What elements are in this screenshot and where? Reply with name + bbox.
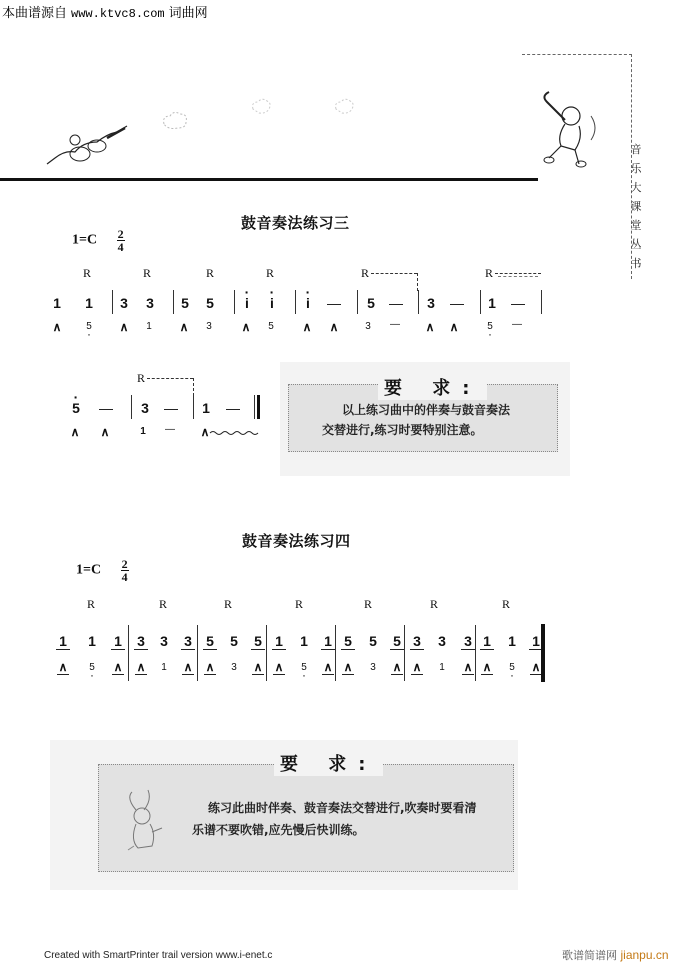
series-char: 课 xyxy=(630,200,642,213)
melody-note: 3 xyxy=(146,295,154,311)
drum-accent: ∧ xyxy=(200,425,210,439)
r-mark: R xyxy=(361,266,370,280)
note-value: 5 xyxy=(509,662,515,673)
key: 1=C xyxy=(76,562,102,578)
barline xyxy=(475,625,476,681)
exercise3-title: 鼓音奏法练习三 xyxy=(241,214,350,232)
barline xyxy=(234,290,235,314)
note-value: i xyxy=(245,295,249,311)
melody-note: 3 xyxy=(141,400,149,416)
accomp-note-low xyxy=(86,662,98,673)
drum-accent: ∧ xyxy=(425,320,435,334)
time-denominator: 4 xyxy=(117,240,124,254)
accomp-note-low xyxy=(83,321,95,332)
drum-accent: ∧ xyxy=(253,660,263,674)
note-value: 5 xyxy=(301,662,307,673)
note-value: 5 xyxy=(487,321,493,332)
melody-note: 1 xyxy=(53,295,61,311)
series-char: 乐 xyxy=(630,162,642,175)
note-value: 5 xyxy=(89,662,95,673)
barline xyxy=(295,290,296,314)
dash-extension: — xyxy=(390,319,400,330)
barline xyxy=(131,395,132,419)
r-mark: R xyxy=(485,266,494,280)
melody-note-high xyxy=(240,295,254,311)
melody-note-eighth: 1 xyxy=(529,633,543,650)
r-extension-end xyxy=(193,378,194,396)
melody-note: 5 xyxy=(367,295,375,311)
time-signature xyxy=(121,558,129,583)
accomp-note-low xyxy=(298,662,310,673)
requirement-title: 要 求: xyxy=(274,750,383,776)
barline xyxy=(173,290,174,314)
drum-accent: ∧ xyxy=(274,660,284,674)
melody-note: 1 xyxy=(300,633,308,649)
requirement-line: 交替进行,练习时要特别注意。 xyxy=(322,423,483,437)
dash-extension: — xyxy=(389,295,403,311)
r-extension xyxy=(495,273,541,274)
r-extension xyxy=(147,378,193,379)
requirement-panel-1 xyxy=(280,362,570,476)
final-barline-thick xyxy=(257,395,260,419)
melody-note-eighth: 5 xyxy=(251,633,265,650)
melody-note: 5 xyxy=(206,295,214,311)
watermark-url[interactable]: www.ktvc8.com xyxy=(71,7,165,21)
melody-note-eighth: 1 xyxy=(272,633,286,650)
barline xyxy=(404,625,405,681)
footer-site-watermark xyxy=(562,947,669,963)
drum-accent: ∧ xyxy=(392,660,402,674)
melody-note-high xyxy=(301,295,315,311)
dash-extension: — xyxy=(450,295,464,311)
melody-note: 1 xyxy=(85,295,93,311)
series-char: 音 xyxy=(630,143,642,156)
drum-accent: ∧ xyxy=(463,660,473,674)
requirement-title: 要 求: xyxy=(378,374,487,400)
melody-note-eighth: 5 xyxy=(203,633,217,650)
drum-accent: ∧ xyxy=(58,660,68,674)
footer-site-cn: 歌谱简谱网 xyxy=(562,949,617,962)
cloud-icon-2 xyxy=(250,97,272,117)
r-mark: R xyxy=(137,371,146,385)
drum-accent: ∧ xyxy=(70,425,80,439)
requirement-line: 以上练习曲中的伴奏与鼓音奏法 xyxy=(342,403,511,417)
drum-accent: ∧ xyxy=(119,320,129,334)
note-value: i xyxy=(306,295,310,311)
dash-extension: — xyxy=(327,295,341,311)
accomp-note: 3 xyxy=(370,662,376,673)
melody-note-high xyxy=(265,295,279,311)
requirement-line: 乐谱不要吹错,应先慢后快训练。 xyxy=(192,823,365,837)
r-mark: R xyxy=(206,266,215,280)
accomp-note: 3 xyxy=(365,321,371,332)
frame-dashed-top xyxy=(522,54,632,55)
drum-accent: ∧ xyxy=(323,660,333,674)
exercise4-key-signature xyxy=(76,558,129,583)
baseball-batter-illustration xyxy=(535,88,605,168)
melody-note: 3 xyxy=(427,295,435,311)
key: 1=C xyxy=(72,232,98,248)
melody-note: 5 xyxy=(181,295,189,311)
melody-note: 5 xyxy=(230,633,238,649)
drum-accent: ∧ xyxy=(136,660,146,674)
accomp-note-low xyxy=(484,321,496,332)
accomp-note: 1 xyxy=(140,426,146,437)
cloud-icon-3 xyxy=(333,97,355,117)
footer-site-link[interactable]: jianpu.cn xyxy=(620,948,669,962)
barline xyxy=(193,395,194,419)
melody-note: 1 xyxy=(508,633,516,649)
note-value: i xyxy=(270,295,274,311)
barline xyxy=(197,625,198,681)
melody-note-eighth: 3 xyxy=(181,633,195,650)
exercise4-title: 鼓音奏法练习四 xyxy=(242,532,351,550)
header-rule xyxy=(0,178,538,181)
drum-accent: ∧ xyxy=(531,660,541,674)
r-mark: R xyxy=(143,266,152,280)
dash-extension: — xyxy=(511,295,525,311)
accomp-note: 1 xyxy=(439,662,445,673)
barline xyxy=(128,625,129,681)
requirement-line: 练习此曲时伴奏、鼓音奏法交替进行,吹奏时要看清 xyxy=(208,801,477,815)
dash-extension: — xyxy=(99,400,113,416)
r-mark: R xyxy=(224,597,233,611)
time-numerator: 2 xyxy=(117,227,124,241)
melody-note-eighth: 1 xyxy=(321,633,335,650)
melody-note-eighth: 1 xyxy=(111,633,125,650)
accomp-note-low xyxy=(506,662,518,673)
barline xyxy=(541,290,542,314)
r-mark: R xyxy=(159,597,168,611)
barline xyxy=(357,290,358,314)
book-series-title xyxy=(628,140,644,273)
drum-accent: ∧ xyxy=(449,320,459,334)
barline xyxy=(266,625,267,681)
melody-note: 3 xyxy=(438,633,446,649)
dash-extension: — xyxy=(226,400,240,416)
time-numerator: 2 xyxy=(121,557,128,571)
melody-note-eighth: 5 xyxy=(341,633,355,650)
r-mark: R xyxy=(364,597,373,611)
series-char: 大 xyxy=(630,181,642,194)
drum-accent: ∧ xyxy=(241,320,251,334)
final-barline-thin xyxy=(254,395,255,419)
final-barline xyxy=(541,624,545,682)
rabbit-illustration xyxy=(122,788,168,854)
source-watermark xyxy=(2,2,208,21)
melody-note-eighth: 3 xyxy=(134,633,148,650)
melody-note: 3 xyxy=(120,295,128,311)
time-denominator: 4 xyxy=(121,570,128,584)
frame-dashed-bottom xyxy=(498,276,538,277)
accomp-note: 1 xyxy=(161,662,167,673)
accomp-note: 5 xyxy=(268,321,274,332)
watermark-prefix: 本曲谱源自 xyxy=(2,6,68,21)
melody-note-eighth: 5 xyxy=(390,633,404,650)
melody-note: 3 xyxy=(160,633,168,649)
note-value: 5 xyxy=(86,321,92,332)
dash-extension: — xyxy=(512,319,522,330)
barline xyxy=(335,625,336,681)
barline xyxy=(418,290,419,314)
drum-accent: ∧ xyxy=(183,660,193,674)
drum-accent: ∧ xyxy=(113,660,123,674)
drum-accent: ∧ xyxy=(412,660,422,674)
note-value: 5 xyxy=(72,400,80,416)
dash-extension: — xyxy=(165,424,175,435)
r-mark: R xyxy=(266,266,275,280)
barline xyxy=(480,290,481,314)
melody-note-eighth: 3 xyxy=(410,633,424,650)
dash-extension: — xyxy=(164,400,178,416)
series-char: 堂 xyxy=(630,219,642,232)
r-mark: R xyxy=(295,597,304,611)
time-signature xyxy=(117,228,125,253)
r-mark: R xyxy=(87,597,96,611)
melody-note: 1 xyxy=(88,633,96,649)
series-char: 书 xyxy=(630,257,642,270)
drum-accent: ∧ xyxy=(343,660,353,674)
drum-accent: ∧ xyxy=(179,320,189,334)
melody-note: 5 xyxy=(369,633,377,649)
melody-note: 1 xyxy=(202,400,210,416)
drum-accent: ∧ xyxy=(205,660,215,674)
melody-note-eighth: 3 xyxy=(461,633,475,650)
accomp-note: 3 xyxy=(206,321,212,332)
drum-accent: ∧ xyxy=(302,320,312,334)
r-mark: R xyxy=(83,266,92,280)
series-char: 丛 xyxy=(630,238,642,251)
exercise3-key-signature xyxy=(72,228,125,253)
watermark-suffix: 词曲网 xyxy=(168,6,208,21)
footer-printer-note: Created with SmartPrinter trail version www.i-enet.c xyxy=(44,950,273,961)
r-mark: R xyxy=(502,597,511,611)
flying-character-illustration xyxy=(45,120,130,170)
melody-note: 1 xyxy=(488,295,496,311)
requirement-panel-2 xyxy=(50,740,518,890)
drum-accent: ∧ xyxy=(52,320,62,334)
r-extension-end xyxy=(417,273,418,291)
barline xyxy=(112,290,113,314)
r-mark: R xyxy=(430,597,439,611)
melody-note-eighth: 1 xyxy=(56,633,70,650)
tremolo-wave-line xyxy=(210,430,258,436)
melody-note-eighth: 1 xyxy=(480,633,494,650)
accomp-note: 1 xyxy=(146,321,152,332)
cloud-icon xyxy=(160,110,190,132)
drum-accent: ∧ xyxy=(482,660,492,674)
drum-accent: ∧ xyxy=(329,320,339,334)
melody-note-high xyxy=(69,400,83,416)
drum-accent: ∧ xyxy=(100,425,110,439)
r-extension xyxy=(371,273,417,274)
accomp-note: 3 xyxy=(231,662,237,673)
